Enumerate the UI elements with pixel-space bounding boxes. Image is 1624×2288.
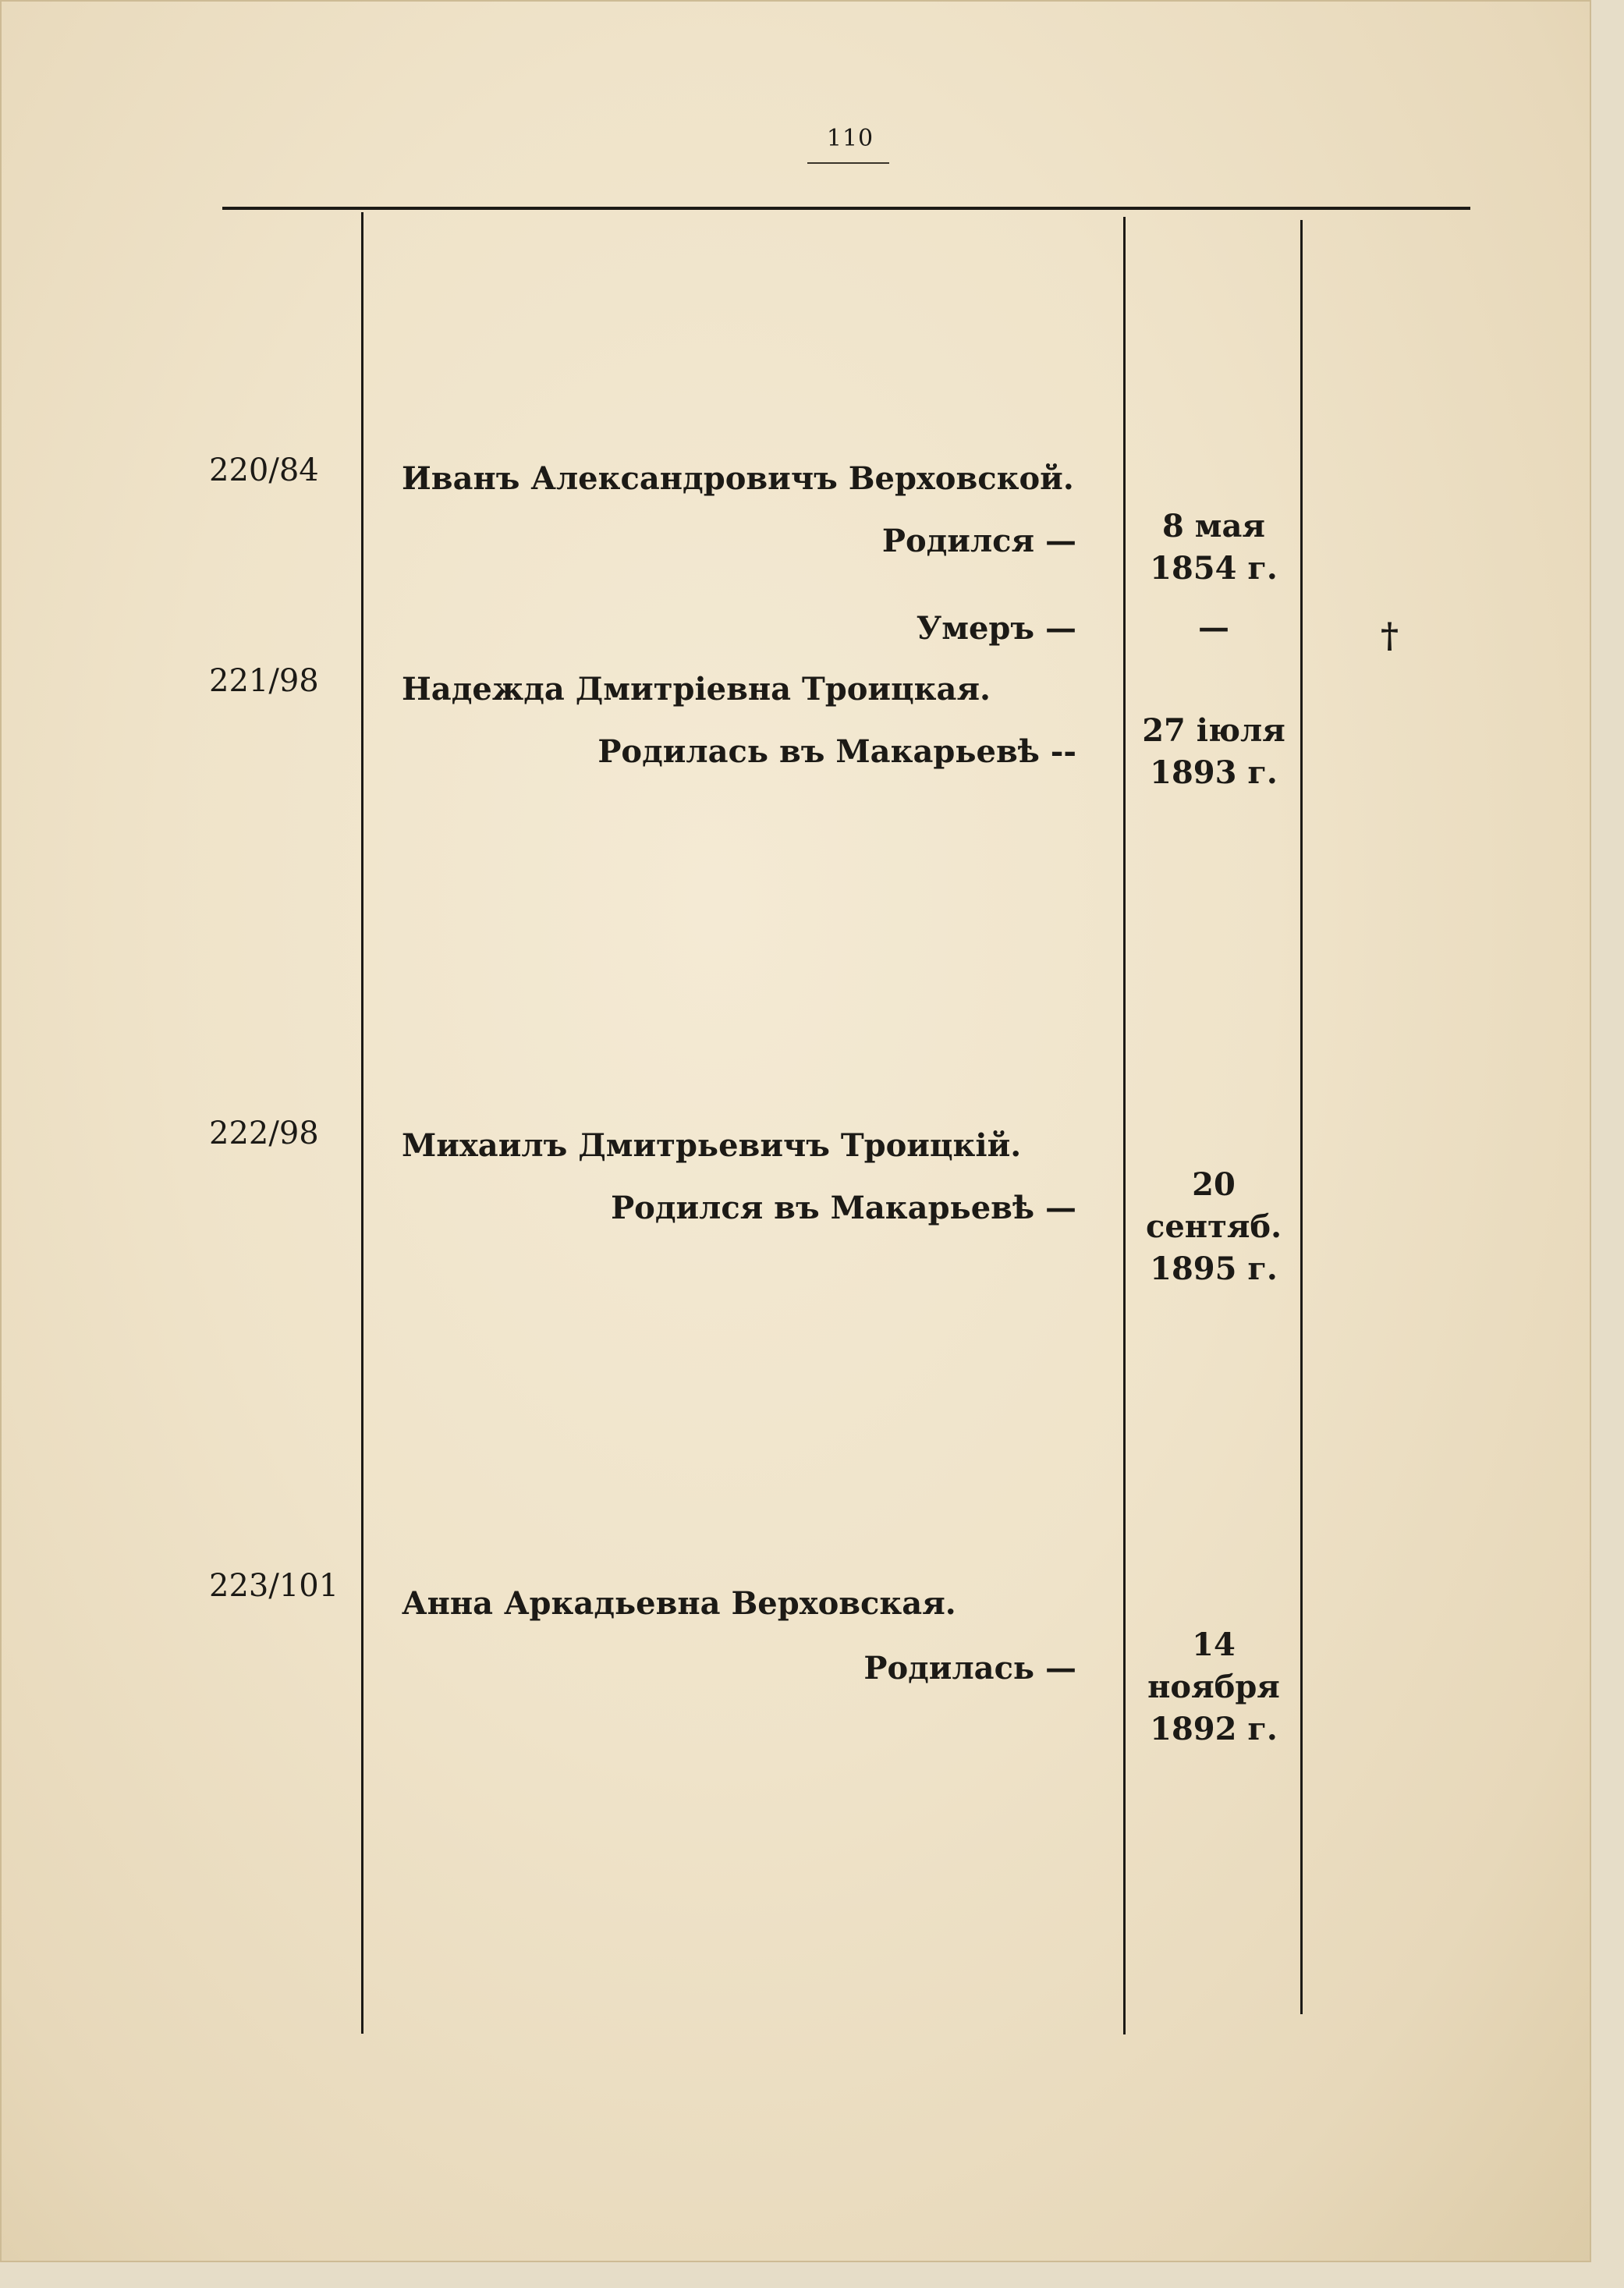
event-date-day: 20 сентяб.	[1145, 1166, 1282, 1245]
header-rule	[222, 207, 1470, 210]
entry-number: 223/101	[209, 1568, 339, 1604]
event-date	[1127, 607, 1300, 649]
entry-number: 222/98	[209, 1116, 319, 1151]
event-date-year: 1892 г.	[1150, 1711, 1278, 1747]
event-date	[1127, 1624, 1300, 1751]
event-label: Родился —	[881, 523, 1076, 559]
column-divider-right	[1300, 220, 1303, 2014]
event-date	[1127, 1164, 1300, 1290]
event-date-year: 1895 г.	[1150, 1250, 1278, 1287]
entry-number: 221/98	[209, 663, 319, 699]
event-date	[1127, 505, 1300, 590]
column-divider-middle	[1123, 217, 1126, 2034]
event-date-year: 1854 г.	[1150, 550, 1278, 587]
event-label: Родилась въ Макарьевѣ --	[597, 733, 1076, 770]
event-date-day: 14 ноября	[1147, 1626, 1280, 1705]
event-date-day: 8 мая	[1162, 508, 1265, 545]
event-label: Умеръ —	[916, 610, 1076, 647]
event-date-day: —	[1198, 609, 1229, 646]
death-cross-mark: †	[1381, 616, 1399, 656]
page-number: 110	[826, 125, 874, 152]
column-divider-left	[361, 212, 363, 2034]
page-number-underline	[807, 162, 889, 164]
entry-name: Михаилъ Дмитрьевичъ Троицкій.	[402, 1127, 1022, 1164]
event-date-year: 1893 г.	[1150, 754, 1278, 791]
event-label: Родился въ Макарьевѣ —	[611, 1190, 1076, 1226]
entry-number: 220/84	[209, 452, 319, 488]
entry-name: Надежда Дмитріевна Троицкая.	[402, 671, 991, 708]
event-date	[1127, 710, 1300, 794]
entry-name: Анна Аркадьевна Верховская.	[402, 1585, 956, 1622]
entry-name: Иванъ Александровичъ Верховской.	[402, 460, 1074, 497]
event-date-day: 27 іюля	[1142, 712, 1285, 749]
event-label: Родилась —	[863, 1650, 1076, 1687]
